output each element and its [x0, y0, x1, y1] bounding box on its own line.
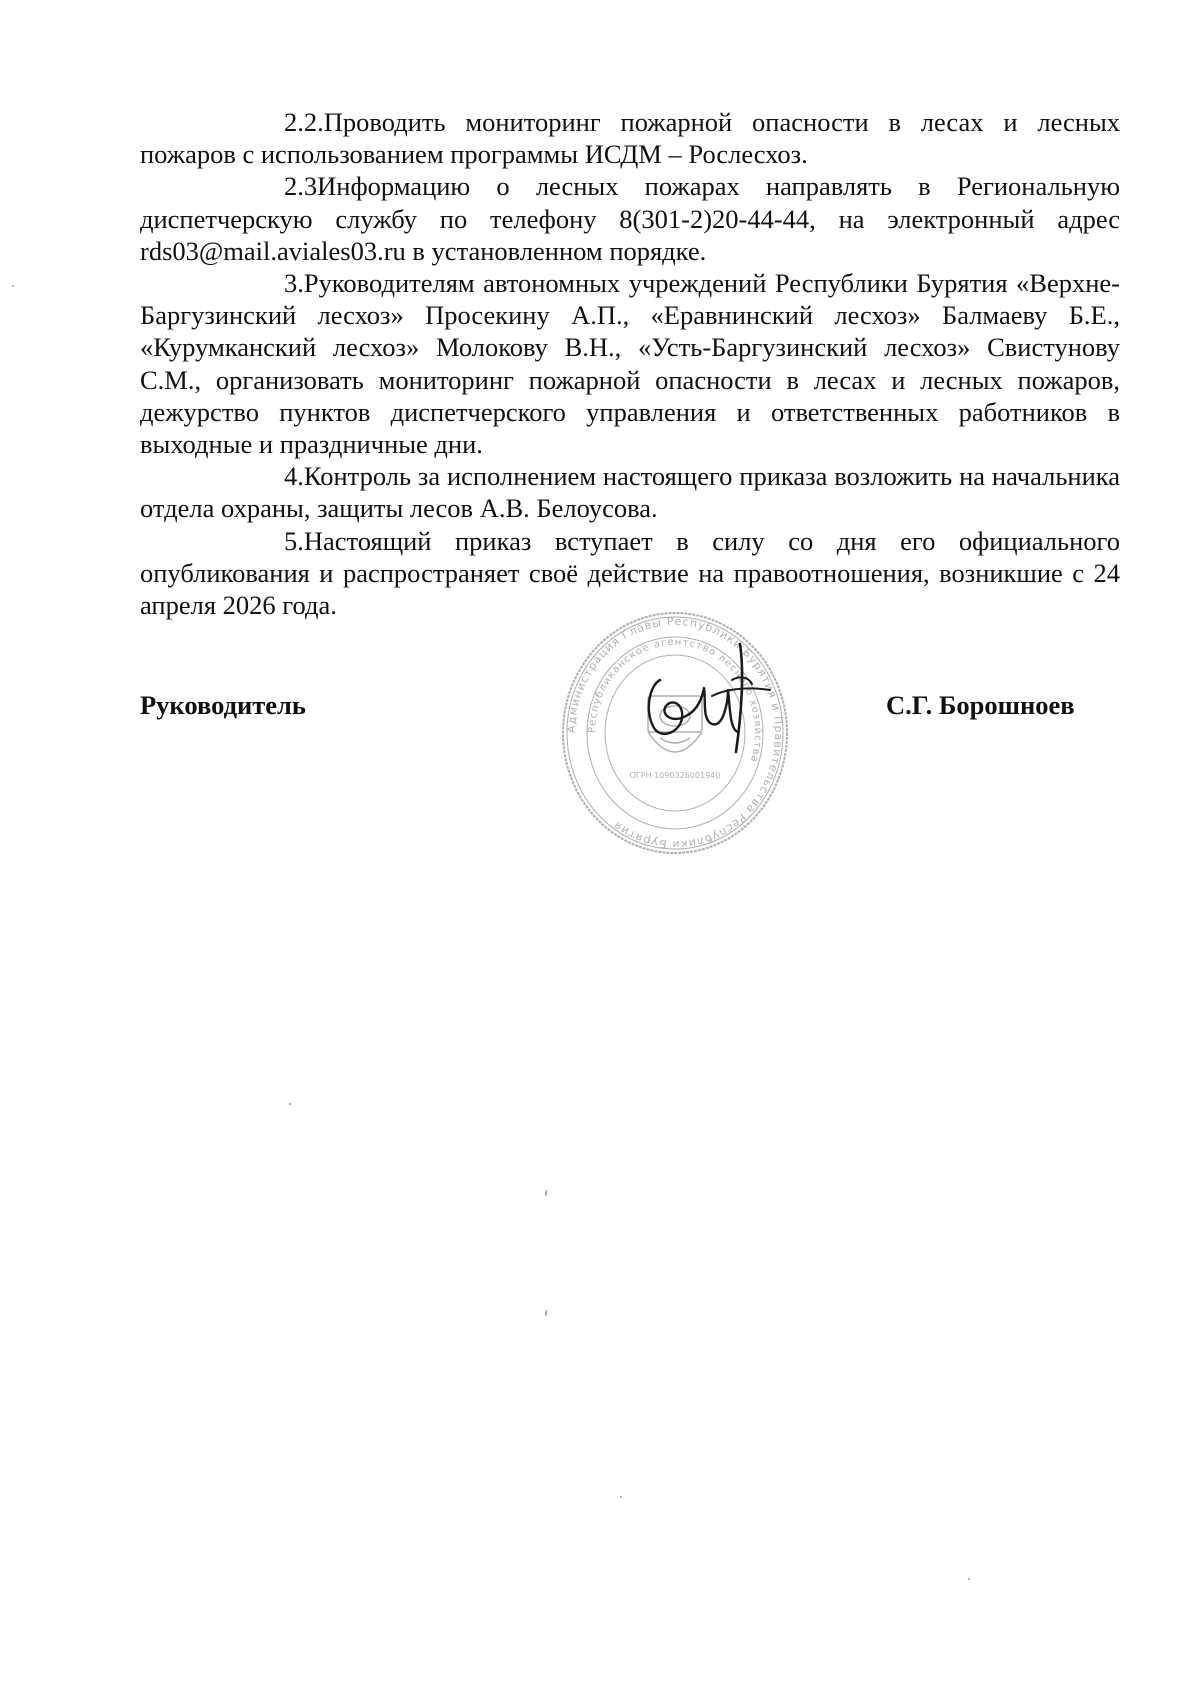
paragraph-number: 4.	[284, 461, 304, 492]
paragraph-text: Проводить мониторинг пожарной опасности в лесах и лесных пожаров с использованием программы ИСДМ – Рослесхоз.	[140, 107, 1120, 170]
paragraph-3	[140, 267, 1120, 460]
paragraph-number: 2.3	[284, 171, 318, 202]
paragraph-number: 2.2.	[284, 107, 324, 137]
stamp-outer-text: Администрация Главы Республики Бурятия и Правительства Республики Бурятия	[564, 614, 786, 852]
signatory-title: Руководитель	[140, 690, 306, 720]
paragraph-2-3	[140, 170, 1120, 267]
scan-speck	[545, 1310, 547, 1316]
stamp-center-text: ОГРН 1090326001940	[629, 771, 721, 780]
paragraph-text: Информацию о лесных пожарах направлять в Региональную диспетчерскую службу по телефону 8(301-2)20-44-44, на электронный адрес rds03@mail.aviales03.ru в установленном порядке.	[140, 171, 1120, 266]
paragraph-2-2	[140, 106, 1120, 170]
scan-speck	[545, 1190, 547, 1196]
scan-speck	[968, 1578, 970, 1580]
paragraph-text: Руководителям автономных учреждений Республики Бурятия «Верхне-Баргузинский лесхоз» Просекину А.П., «Еравнинский лесхоз» Балмаеву Б.Е., «Курумканский лесхоз» Молокову В.Н., «Усть-Баргузинский лесхоз» Свистунову С.М., организовать мониторинг пожарной опасности в лесах и лесных пожаров, дежурство пунктов диспетчерского управления и ответственных работников в выходные и праздничные дни.	[140, 268, 1120, 460]
paragraph-4	[140, 460, 1120, 524]
order-body	[140, 106, 1120, 621]
signature-block	[140, 690, 1120, 730]
paragraph-text: Контроль за исполнением настоящего приказа возложить на начальника отдела охраны, защиты лесов А.В. Белоусова.	[140, 461, 1120, 524]
paragraph-number: 3.	[284, 268, 304, 299]
scan-speck	[289, 1103, 291, 1105]
paragraph-5	[140, 525, 1120, 622]
paragraph-text: Настоящий приказ вступает в силу со дня его официального опубликования и распространяет своё действие на правоотношения, возникшие с 24 апреля 2026 года.	[140, 525, 1120, 621]
paragraph-number: 5.	[284, 525, 304, 556]
signatory-name: С.Г. Борошноев	[886, 690, 1075, 720]
stamp-inner-text: Республиканское агентство лесного хозяйства	[586, 636, 764, 765]
scan-speck	[12, 285, 14, 287]
scan-speck	[620, 1496, 622, 1498]
